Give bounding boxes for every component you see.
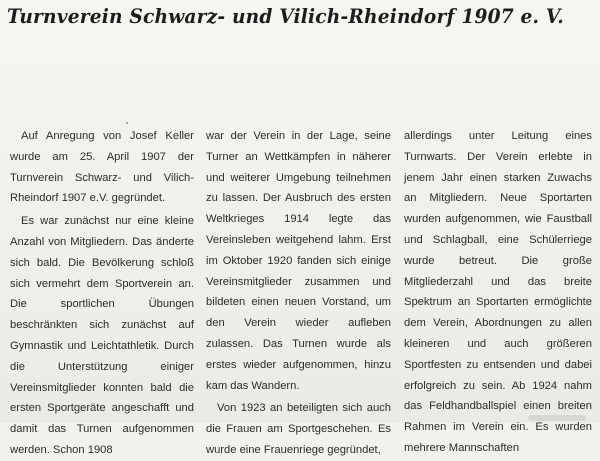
scan-smudge xyxy=(528,415,586,421)
paragraph: war der Verein in der Lage, seine Turner an Wettkämpfen in näherer und weiterer Umgebung teilnehmen zu lassen. Der Ausbruch des ersten Weltkrieges 1914 legte das Vereinsleben weitgehend lahm. Erst im Oktober 1920 fanden sich einige Vereinsmitglieder zusammen und bildeten einen neuen Vorstand, um den Verein wieder aufleben zulassen. Das Turnen wurde als erstes wieder aufgenommen, hinzu kam das Wandern. xyxy=(206,130,391,392)
print-speck xyxy=(126,122,128,124)
paragraph: Von 1923 an beteiligten sich auch die Frauen am Sportgeschehen. Es wurde eine Frauenriege gegründet, xyxy=(206,402,391,456)
paragraph: allerdings unter Leitung eines Turnwarts. Der Verein erlebte in jenem Jahr einen starken Zuwachs an Mitgliedern. Neue Sportarten wurden aufgenommen, wie Faustball und Schlagball, eine Schülerriege wurde betreut. Die große Mitgliederzahl und das breite Spektrum an Sportarten ermöglichte dem Verein, Abordnungen zu allen kleineren und auch größeren Sportfesten zu entsenden und dabei erfolgreich zu sein. Ab 1924 nahm das Feldhandballspiel einen breiten Rahmen im Verein ein. Es wurden mehrere Mannschaften xyxy=(404,130,592,454)
text-column-2 xyxy=(206,126,391,461)
paragraph: Es war zunächst nur eine kleine Anzahl von Mitgliedern. Das änderte sich bald. Die Bevölkerung schloß sich vermehrt dem Sportverein an. Die sportlichen Übungen beschränkten sich zunächst auf Gymnastik und Leichtathletik. Durch die Unterstützung einiger Vereinsmitglieder konnten bald die ersten Sportgeräte angeschafft und damit das Turnen aufgenommen werden. Schon 1908 xyxy=(10,215,194,456)
text-column-3 xyxy=(404,126,592,459)
text-column-1 xyxy=(10,126,194,461)
paragraph: Auf Anregung von Josef Keller wurde am 25. April 1907 der Turnverein Schwarz- und Vilich-Rheindorf 1907 e.V. gegründet. xyxy=(10,130,194,205)
document-title: Turnverein Schwarz- und Vilich-Rheindorf 1907 e. V. xyxy=(7,4,564,28)
